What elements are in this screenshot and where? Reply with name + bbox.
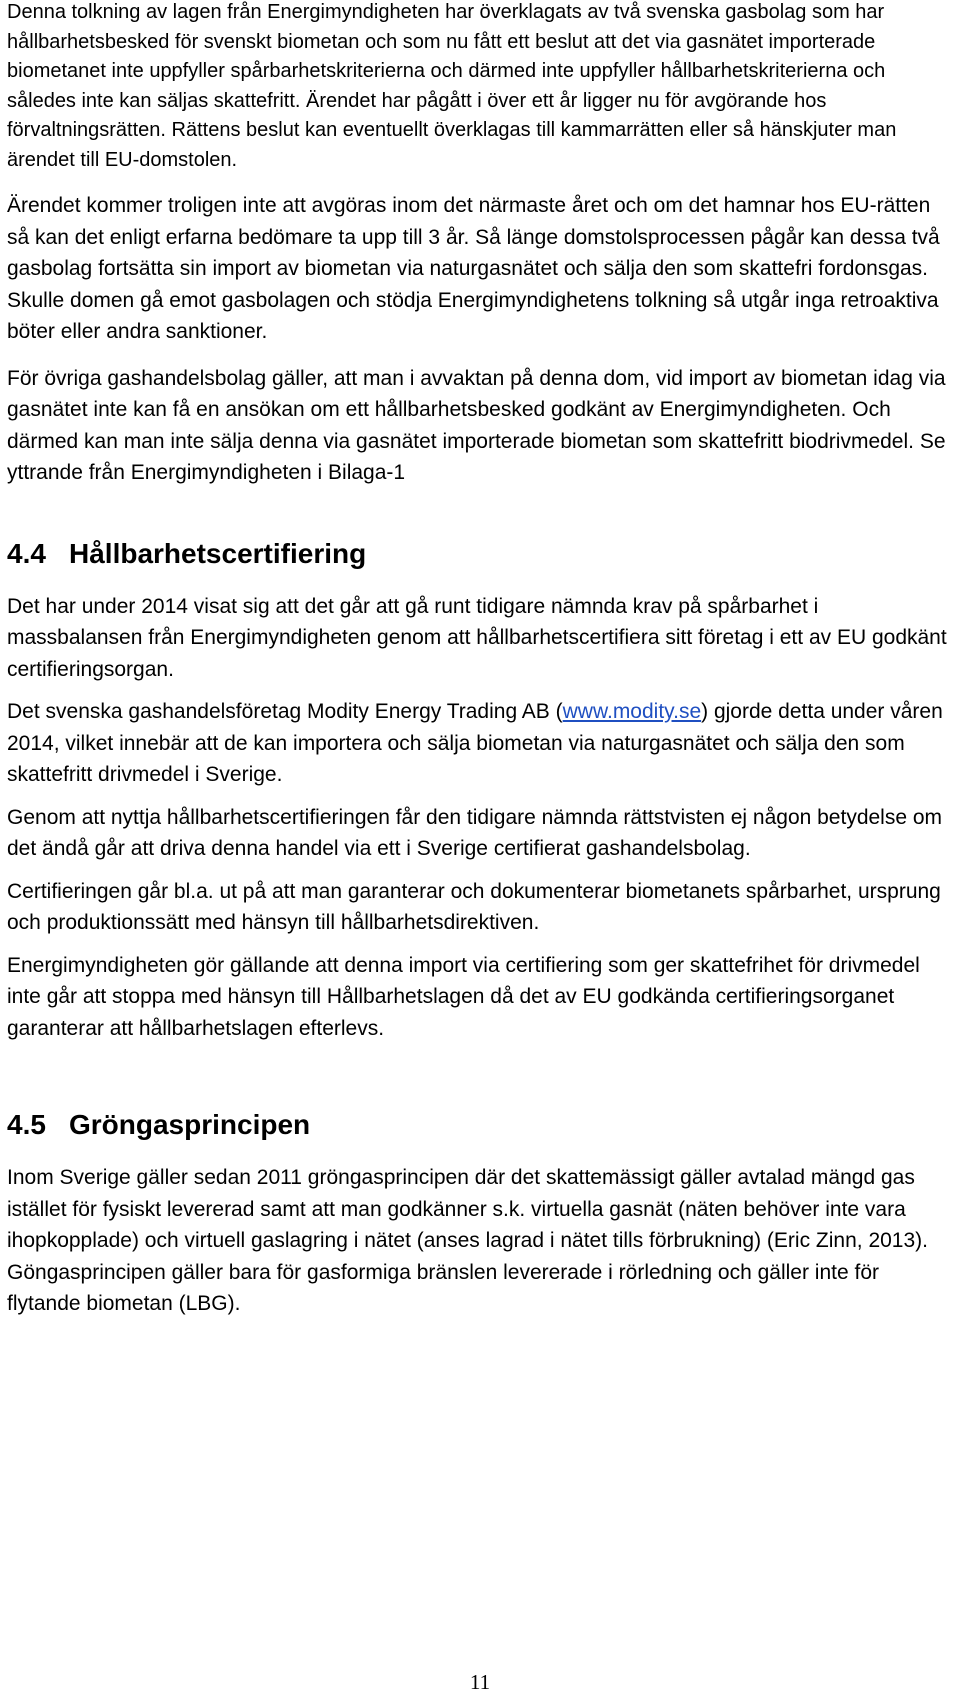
page-number: 11: [469, 1670, 491, 1694]
modity-text-after: ) gjorde detta under våren 2014, vilket innebär att de kan importera och sälja biometan via naturgasnätet och sälja den som skattefritt drivmedel i Sverige.: [7, 700, 943, 786]
paragraph-court-timeline: Ärendet kommer troligen inte att avgöras inom det närmaste året och om det hamnar hos EU-rätten så kan det enligt erfarna bedömare ta upp till 3 år. Så länge domstolsprocessen pågår kan dessa två gasbolag fortsätta sin import av biometan via naturgasnätet och sälja den som skattefri fordonsgas. Skulle domen gå emot gasbolagen och stödja Energimyndighetens tolkning så utgår inga retroaktiva böter eller andra sanktioner.: [7, 194, 940, 343]
section-title: Gröngasprincipen: [69, 1109, 311, 1140]
paragraph-appeal: Denna tolkning av lagen från Energimyndigheten har överklagats av två svenska gasbolag som har hållbarhetsbesked för svenskt biometan och som nu fått ett beslut att det via gasnätet importerade biometanet inte uppfyller spårbarhetskriterierna och därmed inte uppfyller hållbarhetskriterierna och således inte kan säljas skattefritt. Ärendet har pågått i över ett år ligger nu för avgörande hos förvaltningsrätten. Rättens beslut kan eventuellt överklagas till kammarrätten eller så hänskjuter man ärendet till EU-domstolen.: [7, 1, 897, 171]
section-number: 4.4: [7, 537, 46, 569]
document-body: [7, 0, 951, 1320]
section-title: Hållbarhetscertifiering: [69, 537, 367, 569]
modity-link[interactable]: www.modity.se: [562, 700, 702, 723]
paragraph-certification-intro: Det har under 2014 visat sig att det går att gå runt tidigare nämnda krav på spårbarhet i massbalansen från Energimyndigheten genom att hållbarhetscertifiera sitt företag i ett av EU godkänt certifieringsorgan.: [7, 594, 947, 681]
paragraph-certification-content: Certifieringen går bl.a. ut på att man garanterar och dokumenterar biometanets spårbarhet, ursprung och produktionssätt med hänsyn till hållbarhetsdirektiven.: [7, 879, 941, 934]
paragraph-other-traders: För övriga gashandelsbolag gäller, att man i avvaktan på denna dom, vid import av biometan idag via gasnätet inte kan få en ansökan om ett hållbarhetsbesked godkänt av Energimyndigheten. Och därmed kan man inte sälja denna via gasnätet importerade biometan som skattefritt biodrivmedel. Se yttrande från Energimyndigheten i Bilaga-1: [7, 366, 946, 484]
paragraph-dispute-relevance: Genom att nyttja hållbarhetscertifieringen får den tidigare nämnda rättstvisten ej någon betydelse om det ändå går att driva denna handel via ett i Sverige certifierat gashandelsbolag.: [7, 805, 943, 860]
paragraph-modity: [7, 696, 951, 791]
section-heading-4-4: [7, 537, 951, 571]
section-heading-4-5: [7, 1108, 951, 1142]
modity-text-before: Det svenska gashandelsföretag Modity Energy Trading AB (: [7, 700, 563, 723]
paragraph-green-gas-principle: Inom Sverige gäller sedan 2011 gröngasprincipen där det skattemässigt gäller avtalad mängd gas istället för fysiskt levererad samt att man godkänner s.k. virtuella gasnät (näten behöver inte vara ihopkopplade) och virtuell gaslagring i nätet (anses lagrad i nätet tills förbrukning) (Eric Zinn, 2013). Göngasprincipen gäller bara för gasformiga bränslen levererade i rörledning och gäller inte för flytande biometan (LBG).: [7, 1166, 928, 1315]
paragraph-energy-agency-view: Energimyndigheten gör gällande att denna import via certifiering som ger skattefrihet för drivmedel inte går att stoppa med hänsyn till Hållbarhetslagen då det av EU godkända certifieringsorganet garanterar att hållbarhetslagen efterlevs.: [7, 953, 920, 1040]
section-number: 4.5: [7, 1109, 46, 1140]
